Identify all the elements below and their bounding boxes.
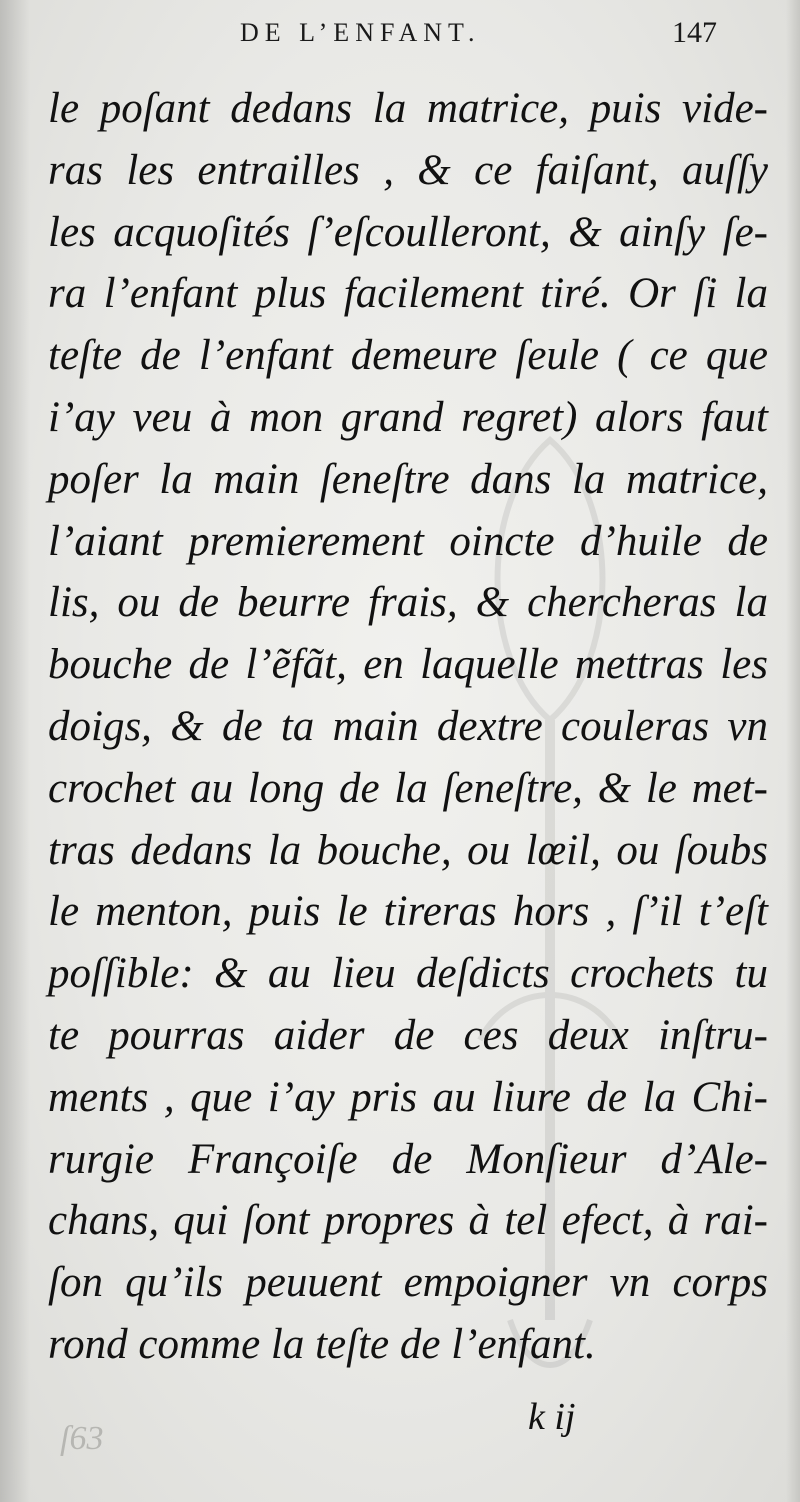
text-line: ra l’enfant plus facilement tiré. Or ſi la bbox=[48, 270, 768, 318]
text-line: ras les entrailles , & ce faiſant, auſſy bbox=[48, 146, 768, 194]
text-line: crochet au long de la ſeneſtre, & le met- bbox=[48, 764, 768, 812]
text-line: lis, ou de beurre frais, & chercheras la bbox=[48, 579, 768, 627]
text-line: doigs, & de ta main dextre couleras vn bbox=[48, 702, 768, 750]
text-line: poſſible: & au lieu deſdicts crochets tu bbox=[48, 950, 768, 998]
text-line: bouche de l’ẽfãt, en laquelle mettras les bbox=[48, 641, 768, 689]
text-line: le menton, puis le tireras hors , ſ’il t’eſt bbox=[48, 888, 768, 936]
signature-mark: k ij bbox=[528, 1396, 576, 1438]
text-line: l’aiant premierement oincte d’huile de bbox=[48, 517, 768, 565]
text-line: te pourras aider de ces deux inſtru- bbox=[48, 1011, 768, 1059]
body-text bbox=[48, 78, 768, 1376]
pencil-annotation: ſ63 bbox=[60, 1420, 104, 1457]
text-line: ſon qu’ils peuuent empoigner vn corps bbox=[48, 1259, 768, 1307]
text-line: ments , que i’ay pris au liure de la Chi- bbox=[48, 1073, 768, 1121]
page-number: 147 bbox=[672, 16, 717, 49]
text-line: poſer la main ſeneſtre dans la matrice, bbox=[48, 455, 768, 503]
running-head: DE L’ENFANT. bbox=[240, 18, 481, 47]
text-line: i’ay veu à mon grand regret) alors faut bbox=[48, 393, 768, 441]
text-line: chans, qui ſont propres à tel efect, à rai- bbox=[48, 1197, 768, 1245]
text-line: tras dedans la bouche, ou lœil, ou ſoubs bbox=[48, 826, 768, 874]
text-line: rond comme la teſte de l’enfant. bbox=[48, 1320, 596, 1368]
text-line: le poſant dedans la matrice, puis vide- bbox=[48, 85, 768, 132]
text-line: teſte de l’enfant demeure ſeule ( ce que bbox=[48, 332, 768, 380]
text-line: rurgie Françoiſe de Monſieur d’Ale- bbox=[48, 1135, 768, 1183]
text-line: les acquoſités ſ’eſcoulleront, & ainſy ſe- bbox=[48, 208, 768, 256]
